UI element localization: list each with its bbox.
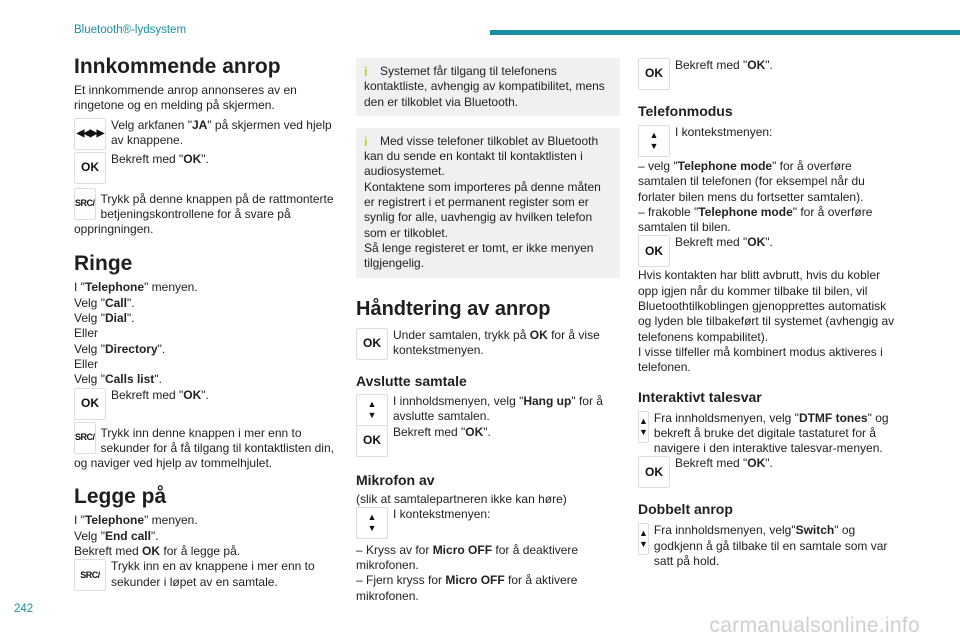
call-telephone-menu: I "Telephone" menyen. bbox=[74, 280, 198, 295]
mic-subtitle: (slik at samtalepartneren ikke kan høre) bbox=[356, 491, 567, 506]
call-or-2: Eller bbox=[74, 356, 99, 371]
step-answer: Trykk på denne knappen på de rattmonterte betjeningskontrollene for å svare på oppringningen. bbox=[74, 191, 334, 237]
tel-combined-mode-note: I visse tilfeller må kombinert modus aktiveres i telefonen. bbox=[638, 344, 883, 375]
up-down-arrows-icon: ▲ ▼ bbox=[356, 394, 388, 426]
tel-context-menu: I kontekstmenyen: bbox=[675, 125, 773, 139]
info-box-send-contact bbox=[356, 128, 620, 278]
info-register-text: Kontaktene som importeres på denne måten er registrert i et permanent register som er synlig for alle, uavhengig av hvilken telefon som er tilkoblet. bbox=[364, 179, 601, 240]
manage-context-menu: Under samtalen, trykk på OK for å vise kontekstmenyen. bbox=[393, 327, 600, 357]
ok-button-icon: OK bbox=[74, 388, 106, 420]
heading-call: Ringe bbox=[74, 252, 133, 276]
column-2 bbox=[356, 58, 620, 604]
info-icon: i bbox=[364, 64, 368, 79]
call-select-directory: Velg "Directory". bbox=[74, 341, 166, 356]
double-switch-text: Fra innholdsmenyen, velg"Switch" og godkjenn å gå tilbake til en samtale som var satt på hold. bbox=[653, 523, 888, 569]
hangup-press-hint: Trykk inn en av knappene i mer enn to sekunder i løpet av en samtale. bbox=[111, 559, 315, 589]
left-right-arrows-icon: ◀◀▶▶ bbox=[74, 118, 106, 150]
call-contacts-hint: Trykk inn denne knappen i mer enn to sekunder for å få tilgang til kontaktlisten din, og naviger ved hjelp av tommelhjulet. bbox=[74, 425, 334, 471]
ok-button-icon: OK bbox=[356, 328, 388, 360]
mic-disable: – Kryss av for Micro OFF for å deaktivere mikrofonen. bbox=[356, 542, 579, 573]
ok-button-icon: OK bbox=[74, 152, 106, 184]
header-accent-bar bbox=[490, 30, 960, 35]
src-button-icon: SRC/ bbox=[74, 559, 106, 591]
call-select-dial: Velg "Dial". bbox=[74, 311, 135, 326]
mic-context-menu: I kontekstmenyen: bbox=[393, 506, 491, 521]
step-select-yes: Velg arkfanen "JA" på skjermen ved hjelp av knappene. bbox=[111, 117, 332, 147]
ok-button-icon: OK bbox=[638, 235, 670, 267]
ok-button-icon: OK bbox=[638, 58, 670, 90]
confirm-ok-top: Bekreft med "OK". bbox=[675, 58, 773, 72]
call-select-call: Velg "Call". bbox=[74, 295, 135, 310]
column-1 bbox=[74, 54, 344, 591]
info-empty-text: Så lenge registeret er tomt, er ikke menyen tilgjengelig. bbox=[364, 240, 594, 271]
tel-disconnect-mode: – frakoble "Telephone mode" for å overføre samtalen til bilen. bbox=[638, 204, 873, 235]
heading-end-call: Avslutte samtale bbox=[356, 372, 467, 389]
incoming-text: Et innkommende anrop annonseres av en ringetone og en melding på skjermen. bbox=[74, 83, 297, 113]
info-icon: i bbox=[364, 133, 368, 149]
hangup-telephone-menu: I "Telephone" menyen. bbox=[74, 513, 198, 528]
voice-confirm-ok: Bekreft med "OK". bbox=[675, 456, 773, 471]
voice-dtmf-text: Fra innholdsmenyen, velg "DTMF tones" og bekreft å bruke det digitale tastaturet for å navigere i den interaktive talesvar-menyen. bbox=[653, 410, 889, 456]
heading-mic-off: Mikrofon av bbox=[356, 471, 435, 488]
info-contacts-text: Systemet får tilgang til telefonens kontaktliste, avhengig av kompatibilitet, mens den er tilkoblet via Bluetooth. bbox=[364, 64, 605, 109]
hangup-confirm: Bekreft med OK for å legge på. bbox=[74, 544, 241, 559]
call-or-1: Eller bbox=[74, 326, 99, 341]
heading-manage-calls: Håndtering av anrop bbox=[356, 297, 551, 320]
step-confirm-ok: Bekreft med "OK". bbox=[111, 151, 209, 166]
ok-button-icon: OK bbox=[356, 425, 388, 457]
heading-incoming-call: Innkommende anrop bbox=[74, 55, 281, 78]
watermark: carmanualsonline.info bbox=[709, 614, 920, 637]
call-select-calls-list: Velg "Calls list". bbox=[74, 372, 162, 387]
up-down-arrows-icon: ▲ ▼ bbox=[356, 507, 388, 539]
call-confirm-ok: Bekreft med "OK". bbox=[111, 387, 209, 402]
heading-telephone-mode: Telefonmodus bbox=[638, 103, 733, 119]
src-button-icon: SRC/ bbox=[74, 188, 96, 220]
heading-hang-up: Legge på bbox=[74, 485, 167, 509]
up-down-arrows-icon: ▲ ▼ bbox=[638, 411, 649, 443]
tel-select-mode: – velg "Telephone mode" for å overføre samtalen til telefonen (for eksempel når du forlater bilen mens du fortsetter samtalen). bbox=[638, 159, 865, 204]
end-confirm-ok: Bekreft med "OK". bbox=[393, 424, 491, 439]
tel-confirm-ok: Bekreft med "OK". bbox=[675, 235, 773, 250]
section-header: Bluetooth®-lydsystem bbox=[74, 24, 187, 36]
heading-double-call: Dobbelt anrop bbox=[638, 501, 733, 518]
up-down-arrows-icon: ▲ ▼ bbox=[638, 125, 670, 157]
tel-reconnect-note: Hvis kontakten har blitt avbrutt, hvis du kobler opp igjen når du kommer tilbake til bilen, vil Bluetoothtilkoblingen gjenopprettes automatisk og lyden ble tilbakeført til systemet (avhengig av telefonens kompabilitet). bbox=[638, 268, 895, 344]
mic-enable: – Fjern kryss for Micro OFF for å aktivere mikrofonen. bbox=[356, 573, 578, 603]
up-down-arrows-icon: ▲ ▼ bbox=[638, 523, 649, 555]
info-box-contacts bbox=[356, 58, 620, 116]
info-send-contact-text: Med visse telefoner tilkoblet av Bluetooth kan du sende en kontakt til kontaktlisten i audiosystemet. bbox=[364, 133, 599, 179]
hangup-select-end-call: Velg "End call". bbox=[74, 528, 159, 543]
page-number: 242 bbox=[14, 603, 34, 615]
src-button-icon: SRC/ bbox=[74, 422, 96, 454]
column-3 bbox=[638, 58, 902, 569]
ok-button-icon: OK bbox=[638, 456, 670, 488]
end-select-hang-up: I innholdsmenyen, velg "Hang up" for å avslutte samtalen. bbox=[393, 393, 603, 423]
heading-voice-response: Interaktivt talesvar bbox=[638, 388, 762, 405]
